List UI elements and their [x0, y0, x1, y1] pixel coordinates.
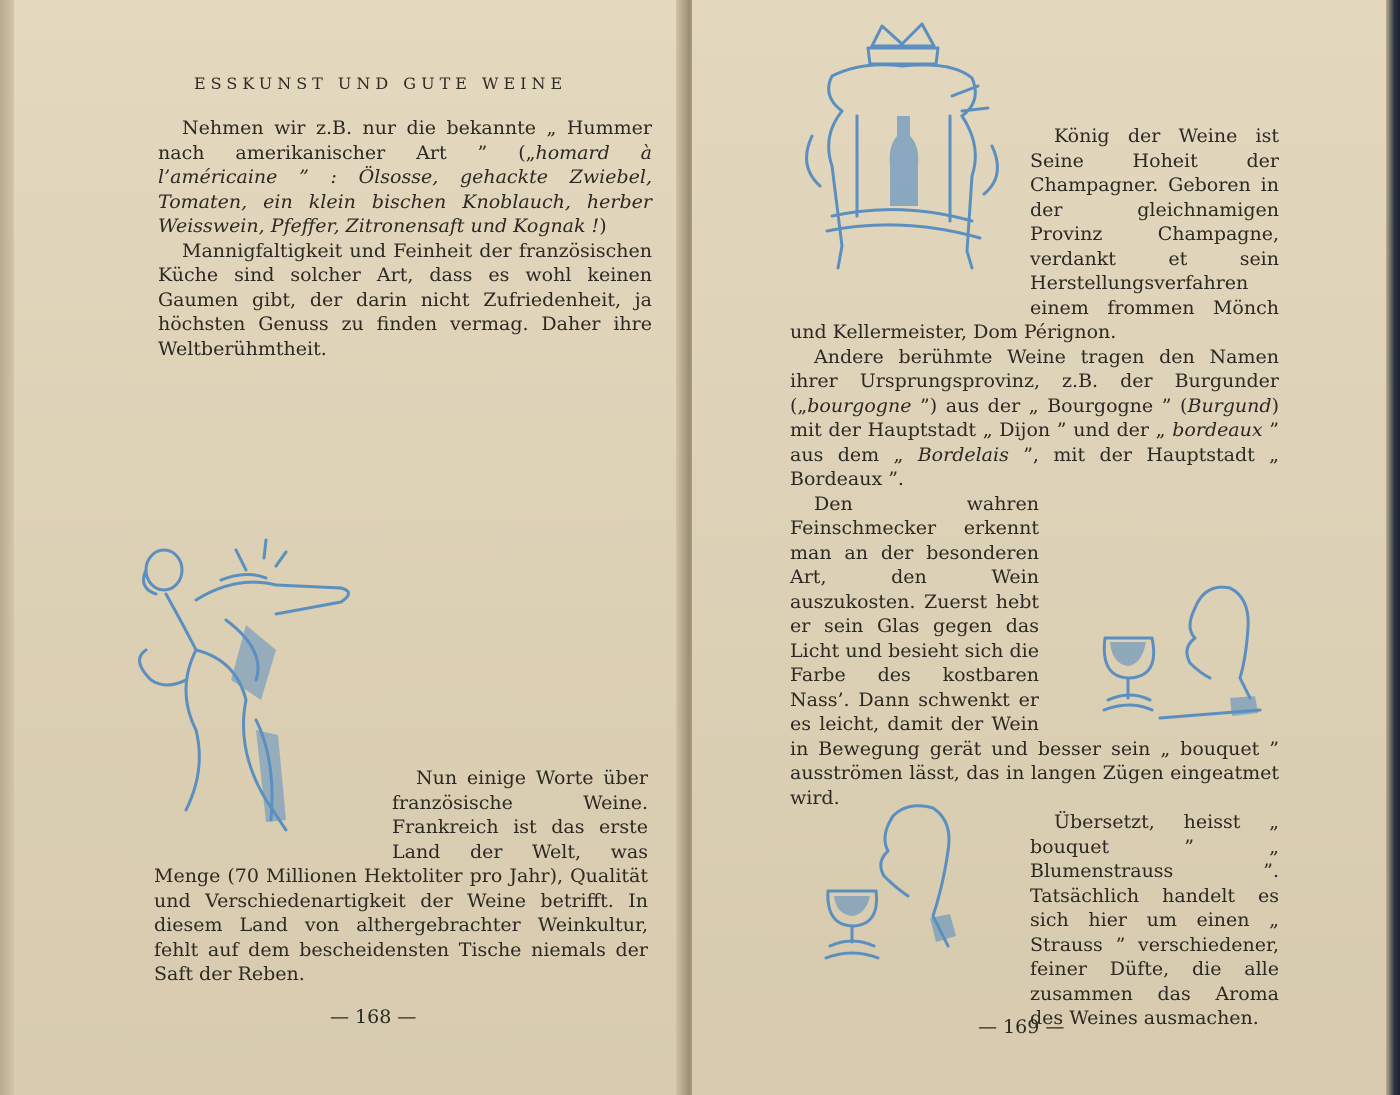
- book-edge-right: [1386, 0, 1400, 1095]
- left-paragraph-3: Nun einige Worte über französische Weine. Frankreich ist das erste Land der Welt, was Menge (70 Millionen Hektoliter pro Jahr), Qualität und Verschiedenartigkeit der Weine betrifft. In diesem Land von althergebrachter Weinkultur, fehlt auf dem bescheidensten Tische niemals der Saft der Reben.: [154, 767, 648, 985]
- italic-text: Burgund: [1187, 394, 1272, 417]
- right-paragraph-4: Übersetzt, heisst „ bouquet ” „ Blumenstrauss ”. Tatsächlich handelt es sich hier um einen „ Strauss ” verschiedener, feiner Düfte, die alle zusammen das Aroma des Weines ausmachen.: [1030, 811, 1279, 1029]
- text: ” aus dem „: [790, 419, 1279, 466]
- left-paragraph-1: [158, 116, 652, 361]
- text: ): [599, 215, 607, 237]
- text: Andere berühmte Weine tragen den Namen ihrer Ursprungsprovinz, z.B. der Burgunder („: [790, 345, 1279, 417]
- right-paragraph-3: Den wahren Feinschmecker erkennt man an der besonderen Art, den Wein auszukosten. Zuerst hebt er sein Glas gegen das Licht und besieht sich die Farbe des kostbaren Nass’. Dann schwenkt er es leicht, damit der Wein in Bewegung gerät und besser sein „ bouquet ” ausströmen lässt, das in langen Zügen eingeatmet wird.: [790, 492, 1279, 809]
- text-wrap-spacer: [790, 124, 1030, 296]
- page-number-left: — 168 —: [330, 1006, 417, 1028]
- italic-text: bordeaux: [1172, 419, 1263, 441]
- taster-glass-illustration: [1090, 578, 1280, 743]
- text: ”, mit der Hauptstadt „ Bordeaux ”.: [790, 443, 1279, 490]
- text: ”) aus der „ Bourgogne ” (: [911, 394, 1188, 417]
- text-wrap-spacer: [154, 766, 392, 862]
- running-head: ESSKUNST UND GUTE WEINE: [194, 74, 568, 93]
- sniffing-man-illustration: [818, 796, 968, 976]
- left-page: [14, 0, 690, 1095]
- right-paragraph-1: König der Weine ist Seine Hoheit der Champagner. Geboren in der gleichnamigen Provinz Champagne, verdankt et sein Herstellungsverfahren einem frommen Mönch und Kellermeister, Dom Pérignon.: [790, 125, 1279, 343]
- italic-text: bourgogne: [807, 394, 912, 417]
- left-paragraph-3-wrapper: [154, 766, 648, 987]
- page-number-right: — 169 —: [978, 1016, 1065, 1038]
- text: ) mit der Hauptstadt „ Dijon ” und der „: [790, 394, 1279, 441]
- left-paragraph-2: Mannigfaltigkeit und Feinheit der französischen Küche sind solcher Art, dass es wohl keinen Gaumen gibt, der darin nicht Zufriedenheit, ja höchsten Genuss zu finden vermag. Daher ihre Weltberühmtheit.: [158, 239, 652, 360]
- italic-text: homard à l’américaine ” : Ölsosse, gehackte Zwiebel, Tomaten, ein klein bischen Knoblauch, herber Weisswein, Pfeffer, Zitronensaft und Kognak !: [158, 141, 652, 237]
- text: Nehmen wir z.B. nur die bekannte „ Hummer nach amerikanischer Art ” („: [158, 117, 652, 164]
- right-paragraph-2: [790, 345, 1279, 492]
- italic-text: Bordelais: [917, 443, 1009, 466]
- right-page: [692, 0, 1388, 1095]
